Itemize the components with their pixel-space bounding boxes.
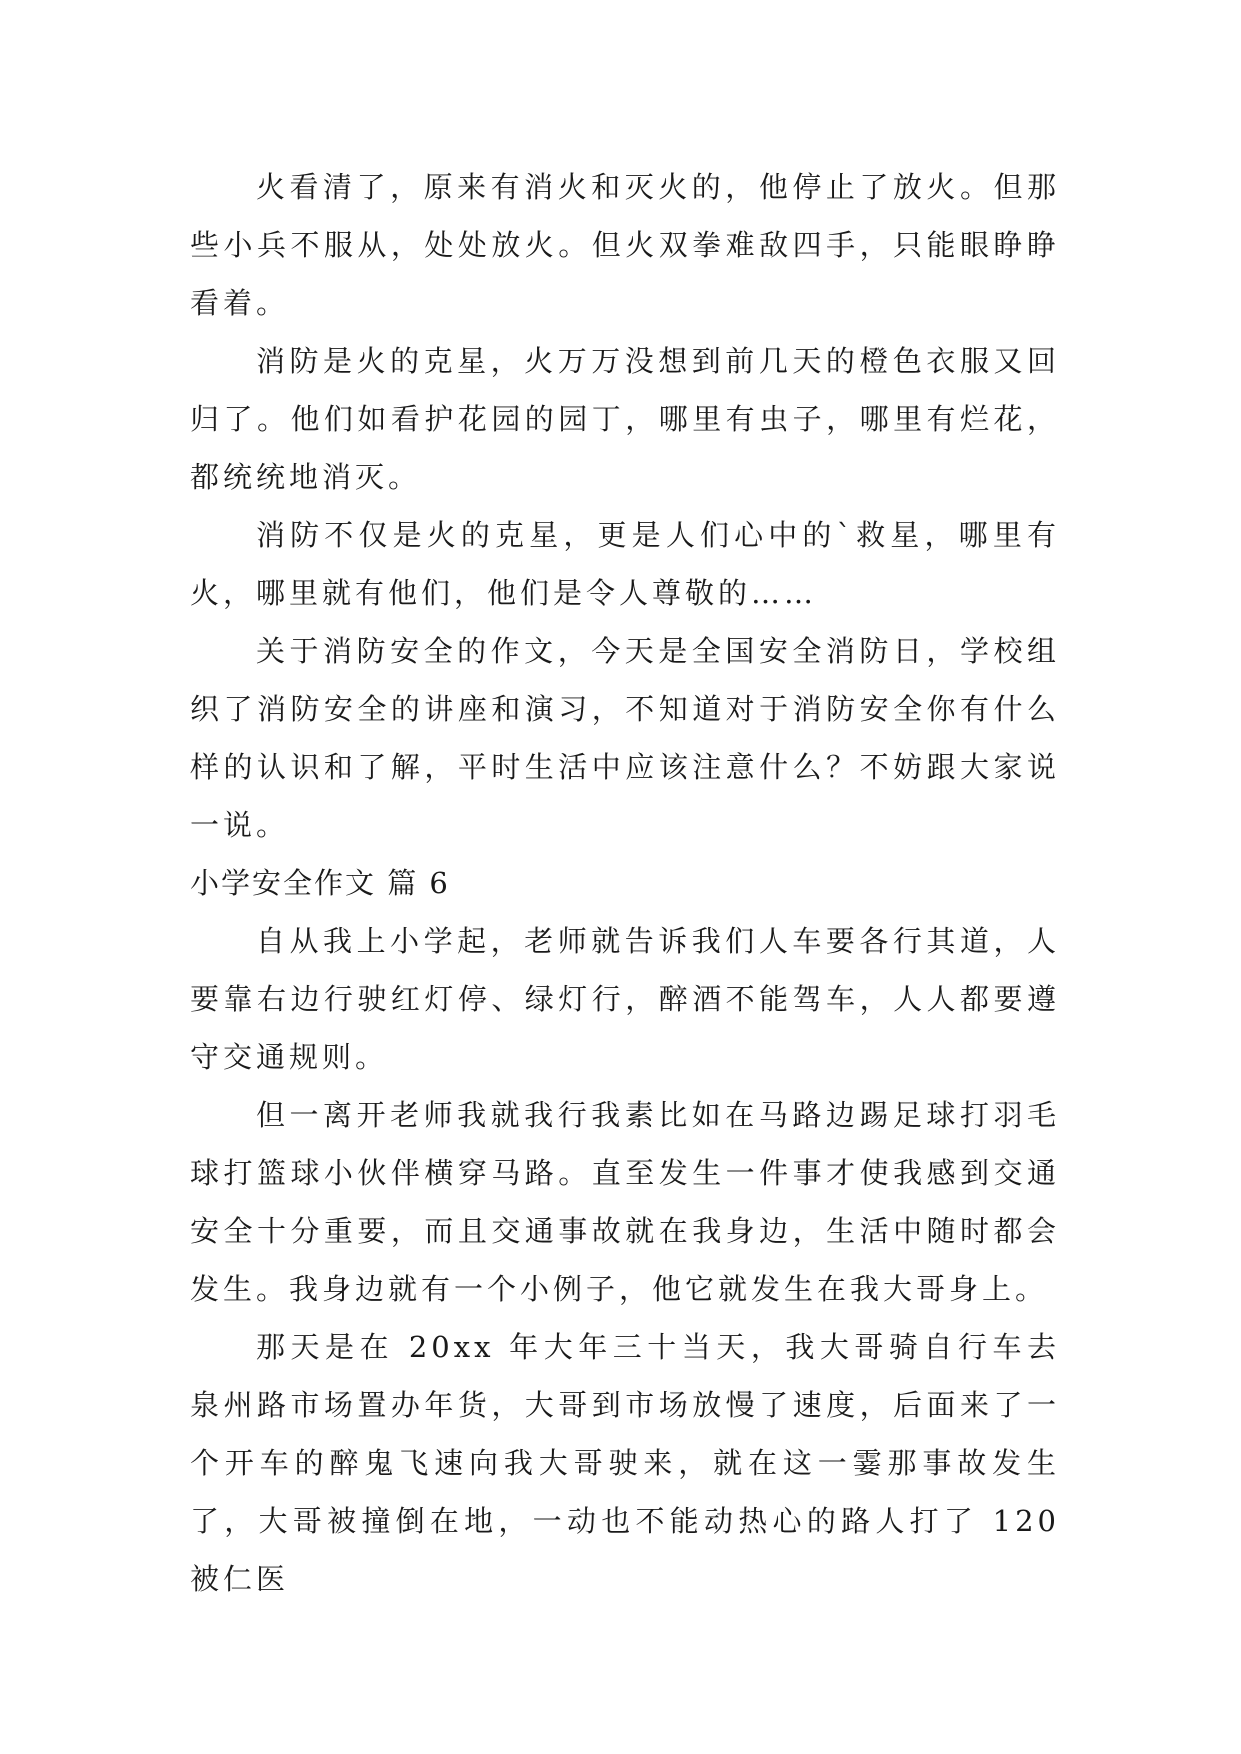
paragraph-firefighters-nemesis: 消防是火的克星，火万万没想到前几天的橙色衣服又回归了。他们如看护花园的园丁，哪里有虫子，哪里有烂花，都统统地消灭。 <box>190 344 1060 494</box>
section-heading: 小学安全作文 篇 6 <box>190 866 450 900</box>
paragraph-traffic-rules: 自从我上小学起，老师就告诉我们人车要各行其道，人要靠右边行驶红灯停、绿灯行，醉酒不能驾车，人人都要遵守交通规则。 <box>190 924 1060 1074</box>
paragraph-accident-story: 那天是在 20xx 年大年三十当天，我大哥骑自行车去泉州路市场置办年货，大哥到市场放慢了速度，后面来了一个开车的醉鬼飞速向我大哥驶来，就在这一霎那事故发生了，大哥被撞倒在地，一动也不能动热心的路人打了 120 被仁医 <box>190 1330 1060 1596</box>
paragraph-fire-retreat: 火看清了，原来有消火和灭火的，他停止了放火。但那些小兵不服从，处处放火。但火双拳难敌四手，只能眼睁睁看着。 <box>190 170 1060 320</box>
paragraph-firefighters-savior: 消防不仅是火的克星，更是人们心中的`救星，哪里有火，哪里就有他们，他们是令人尊敬的…… <box>190 518 1060 610</box>
paragraph-fire-safety-intro: 关于消防安全的作文，今天是全国安全消防日，学校组织了消防安全的讲座和演习，不知道对于消防安全你有什么样的认识和了解，平时生活中应该注意什么？不妨跟大家说一说。 <box>190 634 1060 842</box>
paragraph-ignoring-rules: 但一离开老师我就我行我素比如在马路边踢足球打羽毛球打篮球小伙伴横穿马路。直至发生一件事才使我感到交通安全十分重要，而且交通事故就在我身边，生活中随时都会发生。我身边就有一个小例子，他它就发生在我大哥身上。 <box>190 1098 1060 1306</box>
document-body <box>190 158 1060 1608</box>
